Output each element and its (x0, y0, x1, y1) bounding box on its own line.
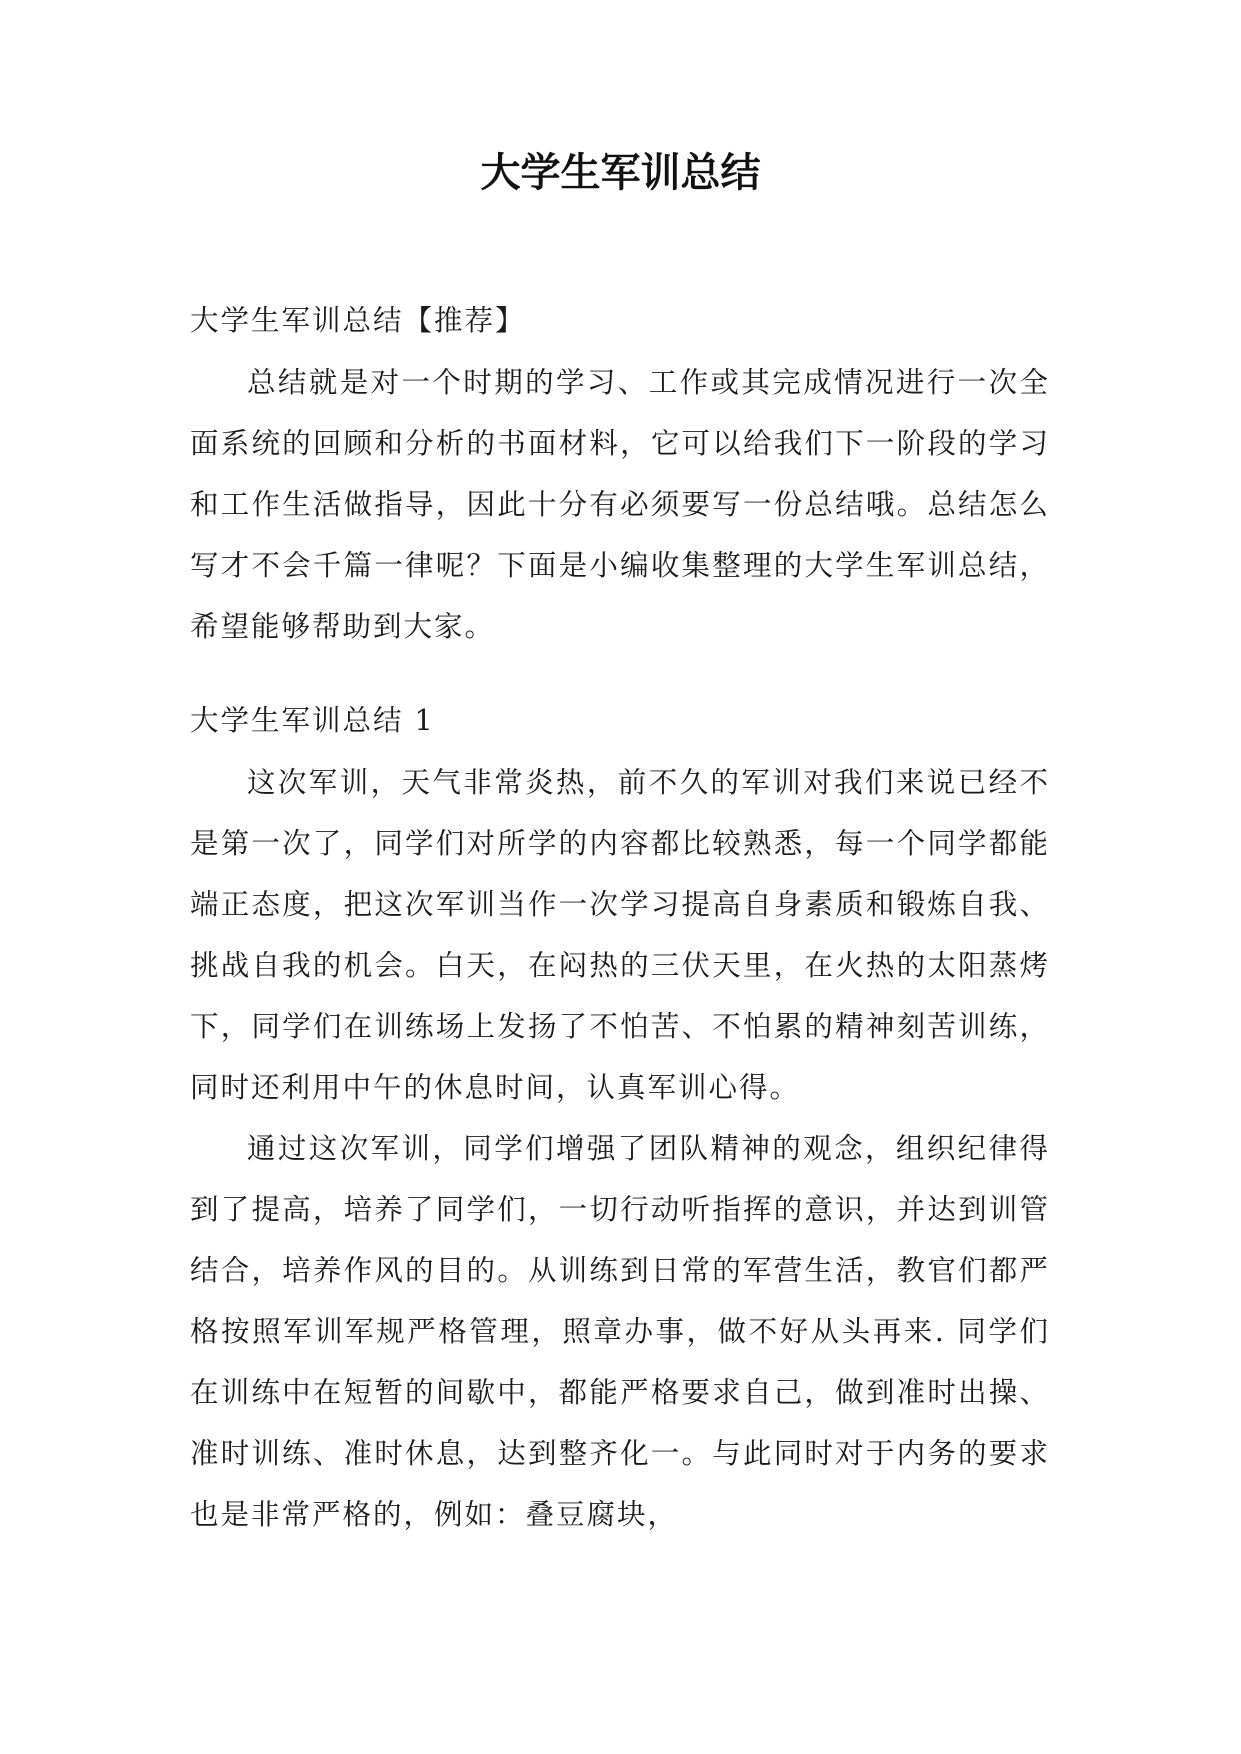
intro-heading: 大学生军训总结【推荐】 (190, 304, 526, 337)
section-1-heading: 大学生军训总结 1 (190, 704, 435, 737)
section-1-paragraph-2: 通过这次军训，同学们增强了团队精神的观念，组织纪律得到了提高，培养了同学们，一切行动听指挥的意识，并达到训管结合，培养作风的目的。从训练到日常的军营生活，教官们都严格按照军训军规严格管理，照章办事，做不好从头再来. 同学们在训练中在短暂的间歇中，都能严格要求自己，做到准时出操、准时训练、准时休息，达到整齐化一。与此同时对于内务的要求也是非常严格的，例如：叠豆腐块， (190, 1132, 1050, 1531)
section-1-paragraph-1: 这次军训，天气非常炎热，前不久的军训对我们来说已经不是第一次了，同学们对所学的内容都比较熟悉，每一个同学都能端正态度，把这次军训当作一次学习提高自身素质和锻炼自我、挑战自我的机会。白天，在闷热的三伏天里，在火热的太阳蒸烤下，同学们在训练场上发扬了不怕苦、不怕累的精神刻苦训练，同时还利用中午的休息时间，认真军训心得。 (190, 766, 1050, 1104)
document-title: 大学生军训总结 (480, 150, 761, 196)
intro-paragraph: 总结就是对一个时期的学习、工作或其完成情况进行一次全面系统的回顾和分析的书面材料，它可以给我们下一阶段的学习和工作生活做指导，因此十分有必须要写一份总结哦。总结怎么写才不会千篇一律呢？下面是小编收集整理的大学生军训总结，希望能够帮助到大家。 (190, 366, 1050, 643)
intro-section (190, 290, 1050, 657)
section-1 (190, 690, 1050, 1545)
